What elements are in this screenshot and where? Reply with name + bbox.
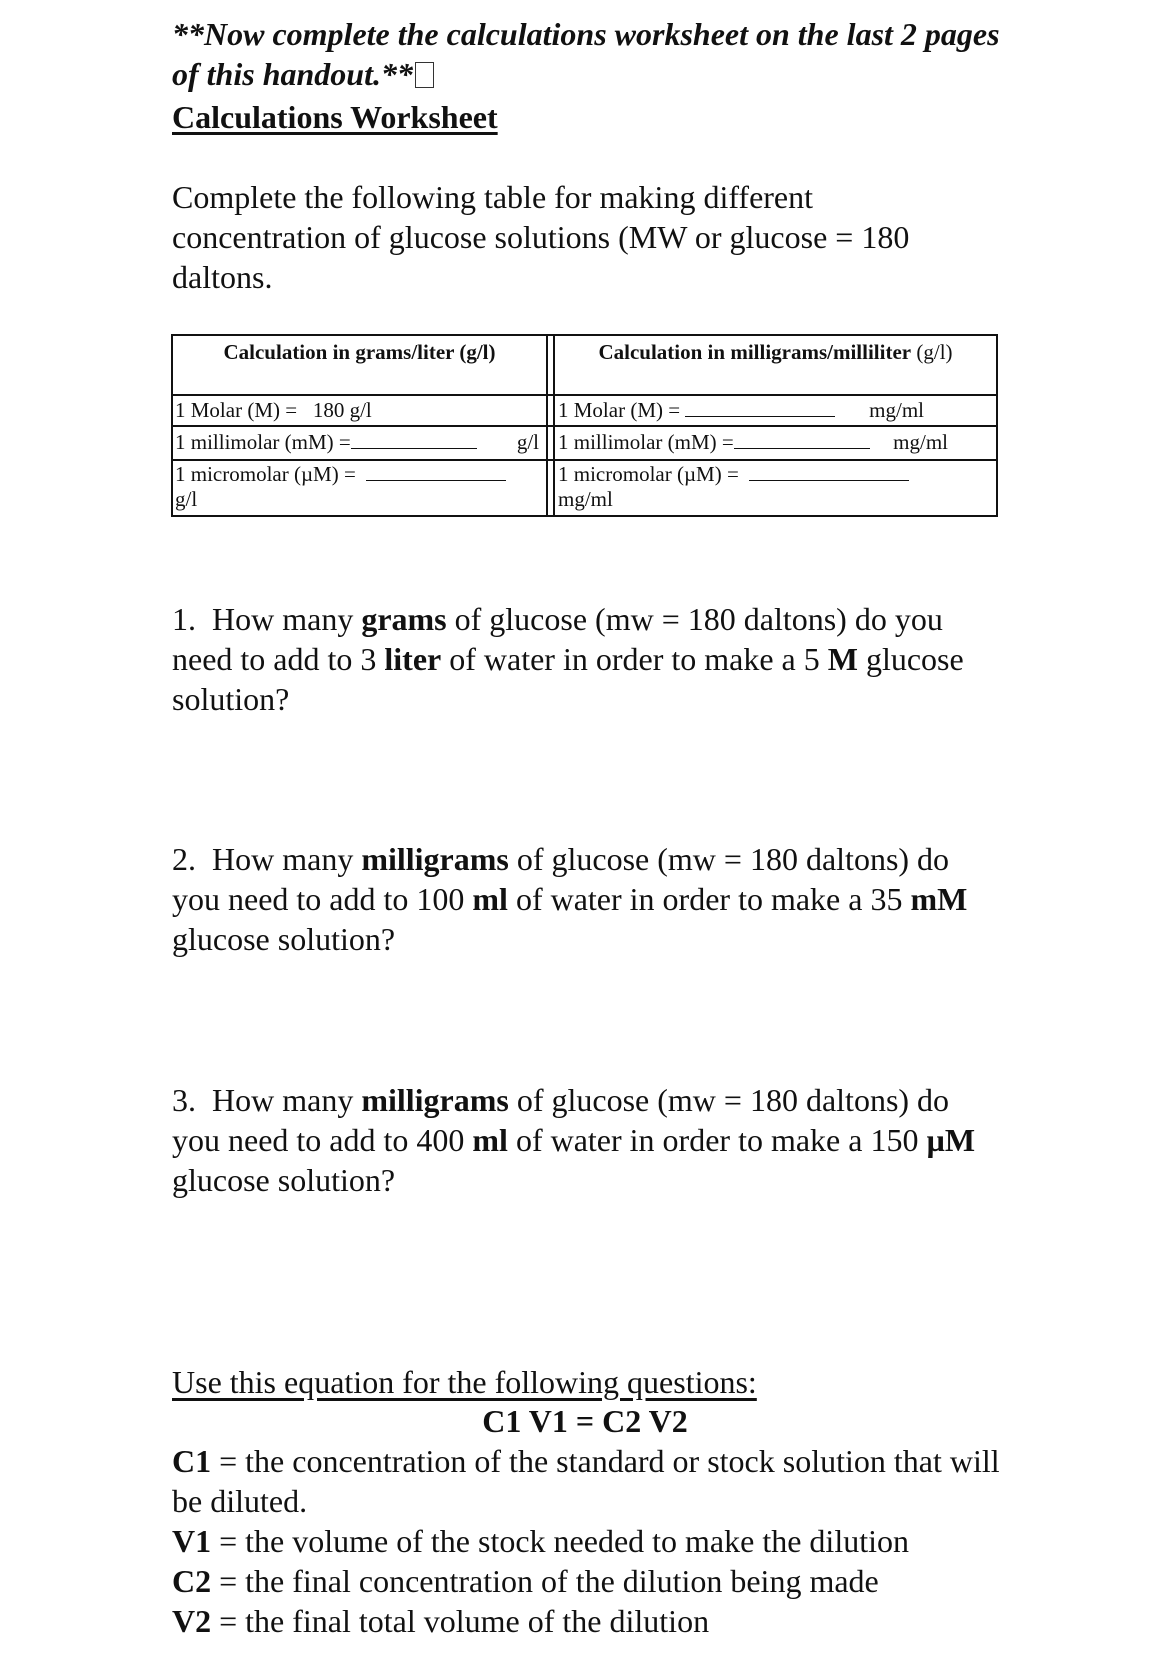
left-column-header: Calculation in grams/liter (g/l) <box>223 340 496 364</box>
right-row-molar: 1 Molar (M) = mg/ml <box>558 398 924 422</box>
left-row-molar: 1 Molar (M) = 180 g/l <box>175 398 372 422</box>
definition-v1: V1 = the volume of the stock needed to make the dilution <box>172 1523 909 1559</box>
right-column-header: Calculation in milligrams/milliliter (g/l) <box>598 340 953 364</box>
dilution-equation: C1 V1 = C2 V2 <box>482 1403 688 1439</box>
question-3: 3. How many milligrams of glucose (mw = 180 daltons) do you need to add to 400 ml of water in order to make a 150 µM glucose solution? <box>172 1082 976 1198</box>
definition-c2: C2 = the final concentration of the dilution being made <box>172 1563 879 1599</box>
instruction-note: **Now complete the calculations worksheet on the last 2 pages of this handout.** <box>172 16 1000 92</box>
answer-blank[interactable] <box>366 462 506 481</box>
answer-blank[interactable] <box>685 398 835 417</box>
answer-blank[interactable] <box>749 462 909 481</box>
question-2: 2. How many milligrams of glucose (mw = 180 daltons) do you need to add to 100 ml of water in order to make a 35 mM glucose solution? <box>172 841 968 957</box>
intro-paragraph: Complete the following table for making different concentration of glucose solutions (MW or glucose = 180 daltons. <box>172 179 910 295</box>
left-row-micromolar: 1 micromolar (µM) = g/l <box>175 462 545 512</box>
answer-blank[interactable] <box>734 430 870 449</box>
missing-glyph-box-icon <box>415 62 434 88</box>
question-1: 1. How many grams of glucose (mw = 180 daltons) do you need to add to 3 liter of water in order to make a 5 M glucose solution? <box>172 601 964 717</box>
answer-blank[interactable] <box>351 430 477 449</box>
right-row-millimolar: 1 millimolar (mM) = mg/ml <box>558 430 948 454</box>
definition-v2: V2 = the final total volume of the dilution <box>172 1603 710 1639</box>
right-row-micromolar: 1 micromolar (µM) = mg/ml <box>558 462 994 512</box>
equation-intro: Use this equation for the following questions: <box>172 1364 757 1400</box>
conversion-table <box>171 334 998 517</box>
worksheet-title: Calculations Worksheet <box>172 99 498 135</box>
left-row-millimolar: 1 millimolar (mM) = g/l <box>175 430 539 454</box>
definition-c1: C1 = the concentration of the standard or stock solution that will be diluted. <box>172 1443 1000 1519</box>
